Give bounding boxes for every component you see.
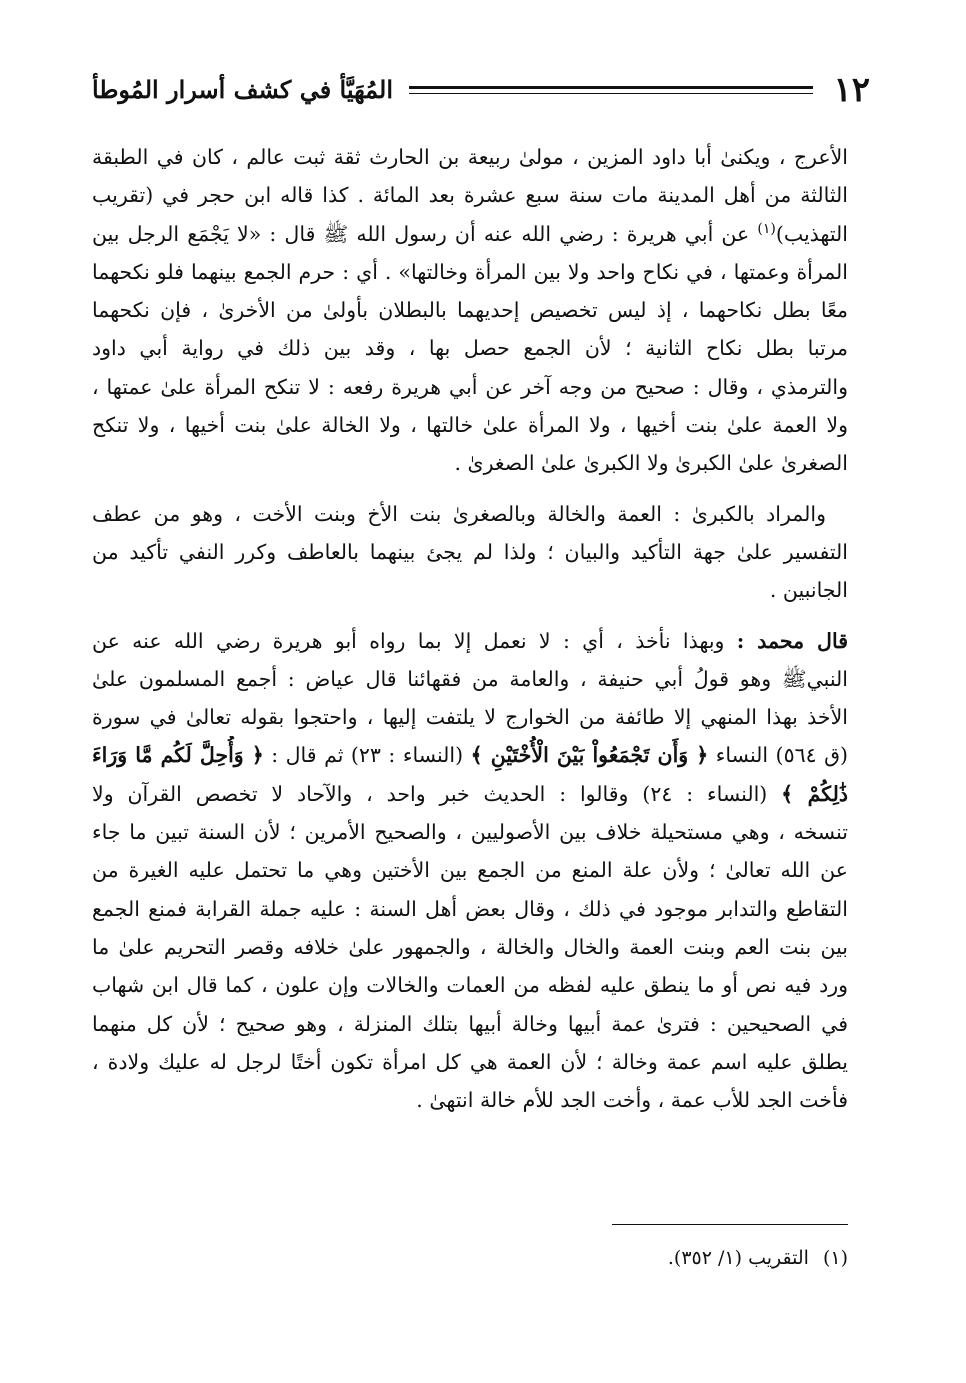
text-line: بين بنت العم وبنت العمة والخال والخالة ، والجمهور علىٰ خلافه وقصر التحريم علىٰ ما	[92, 934, 848, 959]
text-line: التفسير علىٰ جهة التأكيد والبيان ؛ ولذا لم يجئ بينهما بالعاطف وكرر النفي تأكيد من	[92, 539, 848, 564]
book-title: المُهَيَّأ في كشف أسرار المُوطأ	[92, 75, 393, 104]
text-run: وبهذا نأخذ ، أي : لا نعمل إلا بما رواه أبو هريرة رضي الله عنه عن	[92, 628, 737, 653]
body-text	[92, 138, 848, 1119]
paragraph	[92, 495, 848, 610]
text-line	[92, 622, 848, 660]
text-line: عن الله تعالىٰ ؛ ولأن علة المنع من الجمع بين الأختين وهي ما تحتمل عليه الغيرة من	[92, 858, 848, 883]
text-run: (النساء : ٢٤) وقالوا : الحديث خبر واحد ، والآحاد لا تخصص القرآن ولا	[92, 781, 782, 806]
text-line: تنسخه ، وهي مستحيلة خلاف بين الأصوليين ، والصحيح الأمرين ؛ لأن السنة تبين ما جاء	[92, 820, 848, 845]
quran-verse: ذَٰلِكُمْ ﴾	[781, 781, 848, 806]
speaker-label: قال محمد :	[736, 628, 848, 653]
text-run: (ق ٥٦٤) النساء	[708, 743, 848, 768]
text-line: المرأة وعمتها ، في نكاح واحد ولا بين المرأة وخالتها» . أي : حرم الجمع بينهما فلو نكحهما	[92, 259, 848, 284]
text-line: في الصحيحين : فترىٰ عمة أبيها وخالة أبيها بتلك المنزلة ، وهو صحيح ؛ لأن كل منهما	[92, 1011, 848, 1036]
text-line: التقاطع والتدابر موجود في ذلك ، وقال بعض أهل السنة : عليه جملة القرابة فمنع الجمع	[92, 896, 848, 921]
text-line: والمراد بالكبرىٰ : العمة والخالة وبالصغرىٰ بنت الأخ وبنت الأخت ، وهو من عطف	[92, 501, 826, 526]
footnote-marker[interactable]: (١)	[757, 220, 776, 237]
quran-verse: ﴿ وَأُحِلَّ لَكُم مَّا وَرَاءَ	[92, 743, 264, 768]
text-run: (النساء : ٢٣) ثم قال :	[263, 743, 471, 768]
quran-verse: ﴿ وَأَن تَجْمَعُواْ بَيْنَ الْأُخْتَيْنِ ﴾	[470, 743, 709, 768]
footnote	[92, 1243, 848, 1273]
text-line: معًا بطل نكاحهما ، إذ ليس تخصيص إحديهما بالبطلان بأولىٰ من الأخرىٰ ، فإن نكحهما	[92, 298, 848, 323]
text-line	[92, 736, 848, 774]
text-line: ولا العمة علىٰ بنت أخيها ، ولا المرأة علىٰ خالتها ، ولا الخالة علىٰ بنت أخيها ، ولا تنكح	[92, 413, 848, 438]
header-rule	[409, 86, 813, 94]
footnote-separator	[612, 1224, 848, 1225]
text-line: الأخذ بهذا المنهي إلا طائفة من الخوارج لا يلتفت إليها ، واحتجوا بقوله تعالىٰ في سورة	[92, 705, 848, 730]
text-run: عن أبي هريرة : رضي الله عنه أن رسول الله ﷺ قال : «لا يَجْمَع الرجل بين	[92, 221, 758, 246]
paragraph	[92, 622, 848, 1120]
text-line	[92, 215, 848, 253]
text-line: الأعرج ، ويكنىٰ أبا داود المزين ، مولىٰ ربيعة بن الحارث ثقة ثبت عالم ، كان في الطبقة	[92, 145, 848, 169]
footnote-number: (١)	[822, 1247, 848, 1269]
page-number: ١٢	[833, 70, 870, 110]
text-line: الجانبين .	[769, 578, 848, 603]
text-line: الثالثة من أهل المدينة مات سنة سبع عشرة بعد المائة . كذا قاله ابن حجر في (تقريب	[92, 183, 848, 208]
text-run: التهذيب)	[775, 221, 848, 246]
footnote-text: التقريب (١/ ٣٥٢).	[667, 1247, 809, 1269]
text-line: الصغرىٰ علىٰ الكبرىٰ ولا الكبرىٰ علىٰ الصغرىٰ .	[454, 451, 848, 476]
paragraph	[92, 138, 848, 483]
text-line: والترمذي ، وقال : صحيح من وجه آخر عن أبي هريرة رفعه : لا تنكح المرأة علىٰ عمتها ،	[92, 374, 848, 399]
text-line	[92, 775, 848, 813]
text-line: النبيﷺ وهو قولُ أبي حنيفة ، والعامة من فقهائنا قال عياض : أجمع المسلمون علىٰ	[92, 666, 848, 691]
text-line: فأخت الجد للأب عمة ، وأخت الجد للأم خالة انتهىٰ .	[416, 1088, 848, 1113]
text-line: يطلق عليه اسم عمة وخالة ؛ لأن العمة هي كل امرأة تكون أختًا لرجل له عليك ولادة ،	[92, 1049, 848, 1074]
running-head	[92, 70, 870, 110]
text-line: مرتبا بطل نكاح الثانية ؛ لأن الجمع حصل بها ، وقد بين ذلك في رواية أبي داود	[92, 336, 848, 361]
text-line: ورد فيه نص أو ما ينطق عليه لفظه من العمات والخالات وإن علون ، كما قال ابن شهاب	[92, 973, 848, 998]
